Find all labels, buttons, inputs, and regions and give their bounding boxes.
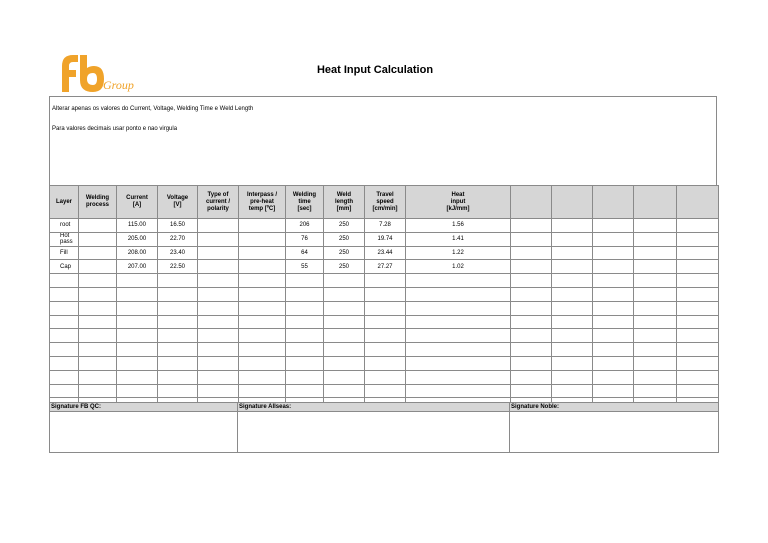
column-header: Voltage [V] [158, 186, 198, 219]
table-cell[interactable] [79, 329, 117, 343]
table-cell[interactable] [158, 370, 198, 384]
table-cell[interactable] [158, 287, 198, 301]
table-cell[interactable] [593, 260, 634, 274]
table-cell[interactable] [677, 232, 719, 246]
table-cell[interactable]: 250 [324, 246, 365, 260]
table-cell[interactable] [158, 301, 198, 315]
table-cell[interactable] [677, 260, 719, 274]
table-cell[interactable] [677, 219, 719, 233]
table-cell[interactable] [198, 384, 239, 398]
signature-fb-qc-field[interactable] [50, 412, 238, 453]
table-cell[interactable] [239, 219, 286, 233]
table-cell[interactable] [239, 246, 286, 260]
table-cell[interactable] [552, 246, 593, 260]
table-cell[interactable] [324, 343, 365, 357]
table-cell[interactable] [239, 343, 286, 357]
instruction-line: Alterar apenas os valores do Current, Voltage, Welding Time e Weld Length [52, 106, 254, 112]
table-cell[interactable] [634, 329, 677, 343]
table-cell[interactable] [198, 274, 239, 288]
table-cell[interactable] [158, 274, 198, 288]
table-cell[interactable] [365, 274, 406, 288]
table-cell[interactable] [286, 301, 324, 315]
table-cell[interactable] [677, 274, 719, 288]
table-cell[interactable]: 206 [286, 219, 324, 233]
table-cell[interactable] [79, 219, 117, 233]
table-cell[interactable]: root [50, 219, 79, 233]
table-cell[interactable] [593, 315, 634, 329]
table-cell[interactable] [406, 370, 511, 384]
table-cell[interactable] [552, 370, 593, 384]
table-cell[interactable] [158, 356, 198, 370]
table-cell[interactable] [324, 356, 365, 370]
table-cell[interactable] [593, 219, 634, 233]
table-cell[interactable] [552, 260, 593, 274]
table-cell[interactable] [365, 370, 406, 384]
table-cell[interactable] [406, 315, 511, 329]
table-cell[interactable] [239, 287, 286, 301]
column-header: Weld length [mm] [324, 186, 365, 219]
table-cell[interactable] [324, 301, 365, 315]
table-cell[interactable] [677, 315, 719, 329]
column-header: Current [A] [117, 186, 158, 219]
table-cell[interactable] [634, 343, 677, 357]
table-row-empty [50, 384, 719, 398]
table-cell[interactable] [406, 301, 511, 315]
table-cell[interactable] [634, 219, 677, 233]
column-header: Welding time [sec] [286, 186, 324, 219]
table-cell[interactable] [677, 301, 719, 315]
signature-noble-label: Signature Noble: [510, 403, 719, 412]
table-row [50, 260, 719, 274]
table-cell[interactable] [677, 329, 719, 343]
table-cell[interactable] [324, 329, 365, 343]
table-cell[interactable] [79, 287, 117, 301]
table-cell[interactable] [552, 356, 593, 370]
column-header: Type of current / polarity [198, 186, 239, 219]
table-cell[interactable] [365, 329, 406, 343]
table-cell[interactable] [406, 287, 511, 301]
table-cell[interactable] [511, 287, 552, 301]
table-cell[interactable] [239, 370, 286, 384]
table-cell[interactable] [634, 315, 677, 329]
table-row-empty [50, 287, 719, 301]
table-cell[interactable] [198, 315, 239, 329]
logo-group-text: Group [103, 78, 134, 92]
table-row-empty [50, 343, 719, 357]
table-cell[interactable] [365, 315, 406, 329]
table-cell[interactable]: 205.00 [117, 232, 158, 246]
table-cell[interactable] [286, 370, 324, 384]
column-header: Layer [50, 186, 79, 219]
table-cell[interactable] [117, 274, 158, 288]
table-cell[interactable]: 19.74 [365, 232, 406, 246]
table-cell[interactable] [198, 232, 239, 246]
table-cell[interactable] [286, 274, 324, 288]
table-cell[interactable] [511, 232, 552, 246]
table-cell[interactable] [79, 232, 117, 246]
table-cell[interactable] [511, 384, 552, 398]
column-header: Interpass / pre-heat temp [ºC] [239, 186, 286, 219]
table-row [50, 246, 719, 260]
table-cell[interactable] [239, 232, 286, 246]
table-cell[interactable]: 115.00 [117, 219, 158, 233]
table-cell[interactable] [511, 301, 552, 315]
table-cell[interactable] [552, 287, 593, 301]
table-cell[interactable] [158, 329, 198, 343]
table-cell[interactable]: 250 [324, 260, 365, 274]
table-cell[interactable] [286, 356, 324, 370]
table-cell[interactable] [634, 260, 677, 274]
page-title: Heat Input Calculation [316, 64, 434, 76]
table-row [50, 219, 719, 233]
table-cell[interactable] [634, 301, 677, 315]
table-cell[interactable]: Hot pass [50, 232, 79, 246]
table-cell[interactable] [117, 287, 158, 301]
table-cell[interactable] [117, 315, 158, 329]
table-cell[interactable] [634, 232, 677, 246]
table-cell[interactable] [552, 219, 593, 233]
table-cell[interactable] [286, 343, 324, 357]
table-cell[interactable] [117, 384, 158, 398]
table-cell[interactable] [511, 219, 552, 233]
table-cell[interactable] [677, 246, 719, 260]
table-cell[interactable] [511, 356, 552, 370]
table-cell[interactable]: 22.50 [158, 260, 198, 274]
table-cell[interactable] [239, 301, 286, 315]
table-row-empty [50, 301, 719, 315]
table-cell[interactable] [593, 246, 634, 260]
table-cell[interactable] [50, 329, 79, 343]
column-header [634, 186, 677, 219]
table-cell[interactable] [117, 343, 158, 357]
table-cell[interactable] [634, 274, 677, 288]
signature-allseas-label: Signature Allseas: [238, 403, 510, 412]
table-cell[interactable] [552, 301, 593, 315]
table-cell[interactable] [79, 384, 117, 398]
table-cell[interactable] [593, 232, 634, 246]
table-cell[interactable] [239, 384, 286, 398]
table-cell[interactable] [511, 260, 552, 274]
table-row-empty [50, 356, 719, 370]
table-cell[interactable] [239, 356, 286, 370]
table-cell[interactable]: 250 [324, 219, 365, 233]
table-cell[interactable] [239, 315, 286, 329]
table-cell[interactable] [365, 356, 406, 370]
table-cell[interactable] [198, 287, 239, 301]
table-cell[interactable] [324, 287, 365, 301]
table-cell[interactable]: 23.44 [365, 246, 406, 260]
table-cell[interactable] [593, 287, 634, 301]
table-cell[interactable] [286, 315, 324, 329]
table-cell[interactable] [365, 384, 406, 398]
table-cell[interactable] [198, 246, 239, 260]
heat-input-table [49, 185, 719, 412]
table-cell[interactable] [552, 384, 593, 398]
table-cell[interactable] [117, 356, 158, 370]
table-cell[interactable]: 27.27 [365, 260, 406, 274]
table-cell[interactable]: 208.00 [117, 246, 158, 260]
table-cell[interactable]: 7.28 [365, 219, 406, 233]
table-cell[interactable] [593, 301, 634, 315]
instructions-box [49, 96, 717, 185]
table-cell[interactable]: 1.22 [406, 246, 511, 260]
table-cell[interactable] [511, 343, 552, 357]
table-cell[interactable] [198, 260, 239, 274]
table-cell[interactable] [511, 274, 552, 288]
table-cell[interactable] [79, 370, 117, 384]
instruction-line: Para valores decimais usar ponto e nao virgula [52, 126, 178, 132]
table-cell[interactable] [552, 274, 593, 288]
signature-noble-field[interactable] [510, 412, 719, 453]
table-cell[interactable] [406, 356, 511, 370]
table-cell[interactable] [365, 301, 406, 315]
table-cell[interactable] [50, 274, 79, 288]
table-cell[interactable] [198, 356, 239, 370]
table-cell[interactable] [677, 384, 719, 398]
table-cell[interactable] [286, 384, 324, 398]
table-cell[interactable] [158, 384, 198, 398]
table-cell[interactable] [406, 343, 511, 357]
table-cell[interactable] [593, 274, 634, 288]
table-cell[interactable] [324, 370, 365, 384]
column-header: Heat input [kJ/mm] [406, 186, 511, 219]
table-cell[interactable] [117, 301, 158, 315]
table-cell[interactable] [511, 370, 552, 384]
table-row-empty [50, 274, 719, 288]
table-cell[interactable] [79, 301, 117, 315]
table-cell[interactable] [50, 301, 79, 315]
table-cell[interactable] [117, 329, 158, 343]
table-cell[interactable] [365, 287, 406, 301]
column-header: Welding process [79, 186, 117, 219]
table-cell[interactable] [677, 343, 719, 357]
table-cell[interactable] [79, 260, 117, 274]
table-cell[interactable] [634, 370, 677, 384]
table-cell[interactable] [79, 315, 117, 329]
table-cell[interactable] [198, 301, 239, 315]
table-cell[interactable] [79, 343, 117, 357]
table-cell[interactable]: 1.02 [406, 260, 511, 274]
table-row-empty [50, 315, 719, 329]
table-cell[interactable] [50, 315, 79, 329]
table-cell[interactable]: 1.56 [406, 219, 511, 233]
table-cell[interactable]: 1.41 [406, 232, 511, 246]
table-cell[interactable] [198, 329, 239, 343]
table-cell[interactable] [406, 329, 511, 343]
table-cell[interactable]: 23.40 [158, 246, 198, 260]
table-cell[interactable] [552, 329, 593, 343]
column-header [593, 186, 634, 219]
column-header [552, 186, 593, 219]
table-row-empty [50, 370, 719, 384]
table-cell[interactable] [50, 343, 79, 357]
table-cell[interactable] [324, 315, 365, 329]
table-cell[interactable]: 22.70 [158, 232, 198, 246]
table-cell[interactable]: 207.00 [117, 260, 158, 274]
table-cell[interactable] [593, 356, 634, 370]
table-cell[interactable] [552, 232, 593, 246]
table-cell[interactable] [365, 343, 406, 357]
table-cell[interactable] [634, 384, 677, 398]
table-cell[interactable] [552, 315, 593, 329]
table-row-empty [50, 329, 719, 343]
column-header [511, 186, 552, 219]
table-cell[interactable] [634, 287, 677, 301]
table-cell[interactable] [593, 384, 634, 398]
table-cell[interactable] [198, 343, 239, 357]
table-cell[interactable] [198, 370, 239, 384]
table-cell[interactable] [511, 329, 552, 343]
table-cell[interactable] [511, 246, 552, 260]
table-cell[interactable] [239, 260, 286, 274]
signature-allseas-field[interactable] [238, 412, 510, 453]
table-cell[interactable] [117, 370, 158, 384]
table-cell[interactable] [239, 274, 286, 288]
table-row [50, 232, 719, 246]
table-cell[interactable] [593, 343, 634, 357]
table-cell[interactable] [593, 329, 634, 343]
table-cell[interactable]: Fill [50, 246, 79, 260]
table-cell[interactable] [634, 246, 677, 260]
table-cell[interactable] [50, 370, 79, 384]
table-cell[interactable] [79, 356, 117, 370]
table-cell[interactable] [79, 246, 117, 260]
table-cell[interactable] [677, 287, 719, 301]
table-cell[interactable] [158, 315, 198, 329]
signature-table [49, 402, 719, 453]
table-cell[interactable] [406, 384, 511, 398]
table-cell[interactable] [634, 356, 677, 370]
table-cell[interactable] [79, 274, 117, 288]
column-header [677, 186, 719, 219]
table-cell[interactable] [50, 356, 79, 370]
table-cell[interactable] [158, 343, 198, 357]
table-cell[interactable] [239, 329, 286, 343]
table-cell[interactable] [50, 287, 79, 301]
table-header-row [50, 186, 719, 219]
table-cell[interactable] [593, 370, 634, 384]
table-cell[interactable] [324, 384, 365, 398]
table-cell[interactable]: 16.50 [158, 219, 198, 233]
table-cell[interactable]: Cap [50, 260, 79, 274]
table-cell[interactable]: 76 [286, 232, 324, 246]
table-cell[interactable]: 250 [324, 232, 365, 246]
table-cell[interactable] [286, 287, 324, 301]
table-cell[interactable] [50, 384, 79, 398]
table-cell[interactable] [324, 274, 365, 288]
table-cell[interactable] [511, 315, 552, 329]
table-cell[interactable] [406, 274, 511, 288]
table-cell[interactable]: 64 [286, 246, 324, 260]
table-cell[interactable] [552, 343, 593, 357]
signature-fb-qc-label: Signature FB QC: [50, 403, 238, 412]
table-cell[interactable]: 55 [286, 260, 324, 274]
column-header: Travel speed [cm/min] [365, 186, 406, 219]
table-cell[interactable] [677, 356, 719, 370]
table-cell[interactable] [198, 219, 239, 233]
table-cell[interactable] [677, 370, 719, 384]
table-cell[interactable] [286, 329, 324, 343]
